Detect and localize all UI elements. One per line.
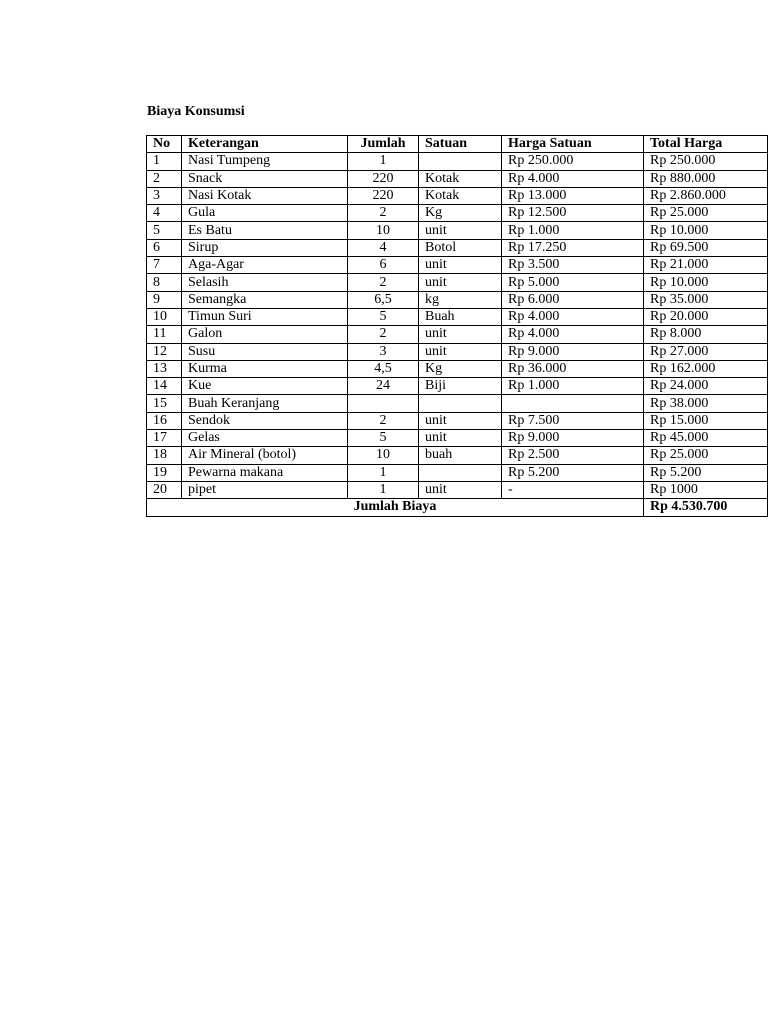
- cell-total-harga: Rp 45.000: [644, 430, 768, 447]
- cell-keterangan: Nasi Kotak: [182, 187, 348, 204]
- cell-keterangan: Buah Keranjang: [182, 395, 348, 412]
- cell-total-harga: Rp 38.000: [644, 395, 768, 412]
- table-row: [147, 343, 768, 360]
- cell-no: 11: [147, 326, 182, 343]
- cell-harga-satuan: Rp 4.000: [502, 170, 644, 187]
- cell-no: 6: [147, 239, 182, 256]
- cell-no: 8: [147, 274, 182, 291]
- cell-total-harga: Rp 250.000: [644, 153, 768, 170]
- cell-jumlah: 1: [348, 153, 419, 170]
- cell-no: 20: [147, 481, 182, 498]
- cell-harga-satuan: Rp 5.200: [502, 464, 644, 481]
- cell-harga-satuan: Rp 13.000: [502, 187, 644, 204]
- total-value: Rp 4.530.700: [644, 499, 768, 516]
- cell-harga-satuan: Rp 2.500: [502, 447, 644, 464]
- cell-satuan: Biji: [419, 378, 502, 395]
- cell-satuan: Kotak: [419, 187, 502, 204]
- cell-satuan: kg: [419, 291, 502, 308]
- cell-no: 3: [147, 187, 182, 204]
- cell-no: 15: [147, 395, 182, 412]
- cell-harga-satuan: Rp 9.000: [502, 430, 644, 447]
- table-header: [147, 136, 768, 153]
- table-footer: [147, 499, 768, 516]
- cell-keterangan: Kurma: [182, 360, 348, 377]
- table-row: [147, 222, 768, 239]
- table-row: [147, 239, 768, 256]
- cell-harga-satuan: Rp 4.000: [502, 308, 644, 325]
- table-row: [147, 205, 768, 222]
- cell-total-harga: Rp 10.000: [644, 274, 768, 291]
- cell-keterangan: Galon: [182, 326, 348, 343]
- table-row: [147, 430, 768, 447]
- table-row: [147, 378, 768, 395]
- table-row: [147, 395, 768, 412]
- cell-no: 4: [147, 205, 182, 222]
- cell-jumlah: 1: [348, 464, 419, 481]
- cell-keterangan: Gelas: [182, 430, 348, 447]
- cell-harga-satuan: [502, 395, 644, 412]
- cell-jumlah: 2: [348, 205, 419, 222]
- table-row: [147, 464, 768, 481]
- cell-harga-satuan: Rp 17.250: [502, 239, 644, 256]
- table-row: [147, 447, 768, 464]
- cell-satuan: [419, 464, 502, 481]
- cell-no: 13: [147, 360, 182, 377]
- cell-jumlah: 2: [348, 274, 419, 291]
- table-row: [147, 274, 768, 291]
- cell-keterangan: pipet: [182, 481, 348, 498]
- cell-jumlah: 4,5: [348, 360, 419, 377]
- cell-harga-satuan: Rp 7.500: [502, 412, 644, 429]
- table-row: [147, 308, 768, 325]
- cell-jumlah: 6: [348, 257, 419, 274]
- cell-no: 19: [147, 464, 182, 481]
- cell-no: 12: [147, 343, 182, 360]
- cell-total-harga: Rp 1000: [644, 481, 768, 498]
- cell-satuan: Botol: [419, 239, 502, 256]
- cell-total-harga: Rp 8.000: [644, 326, 768, 343]
- table-row: [147, 170, 768, 187]
- cell-jumlah: 24: [348, 378, 419, 395]
- cell-satuan: Kotak: [419, 170, 502, 187]
- cell-keterangan: Kue: [182, 378, 348, 395]
- cell-total-harga: Rp 27.000: [644, 343, 768, 360]
- cell-total-harga: Rp 15.000: [644, 412, 768, 429]
- cell-keterangan: Nasi Tumpeng: [182, 153, 348, 170]
- cell-keterangan: Aga-Agar: [182, 257, 348, 274]
- cell-satuan: [419, 395, 502, 412]
- table-row: [147, 187, 768, 204]
- cell-jumlah: 5: [348, 308, 419, 325]
- cell-no: 1: [147, 153, 182, 170]
- cell-total-harga: Rp 2.860.000: [644, 187, 768, 204]
- cell-satuan: unit: [419, 257, 502, 274]
- cell-total-harga: Rp 25.000: [644, 447, 768, 464]
- cell-keterangan: Pewarna makana: [182, 464, 348, 481]
- table-body: [147, 153, 768, 499]
- cell-total-harga: Rp 21.000: [644, 257, 768, 274]
- cell-satuan: unit: [419, 430, 502, 447]
- cell-harga-satuan: Rp 9.000: [502, 343, 644, 360]
- cell-satuan: buah: [419, 447, 502, 464]
- header-total-harga: Total Harga: [644, 136, 768, 153]
- cell-harga-satuan: Rp 5.000: [502, 274, 644, 291]
- cell-harga-satuan: -: [502, 481, 644, 498]
- cell-total-harga: Rp 880.000: [644, 170, 768, 187]
- cell-satuan: Buah: [419, 308, 502, 325]
- cell-jumlah: 220: [348, 170, 419, 187]
- header-jumlah: Jumlah: [348, 136, 419, 153]
- cell-jumlah: 6,5: [348, 291, 419, 308]
- cell-total-harga: Rp 10.000: [644, 222, 768, 239]
- cell-satuan: unit: [419, 412, 502, 429]
- table-row: [147, 257, 768, 274]
- cost-table: [146, 135, 768, 517]
- cell-jumlah: 4: [348, 239, 419, 256]
- cell-harga-satuan: Rp 36.000: [502, 360, 644, 377]
- cell-jumlah: 2: [348, 326, 419, 343]
- table-row: [147, 326, 768, 343]
- cell-total-harga: Rp 5.200: [644, 464, 768, 481]
- cell-total-harga: Rp 162.000: [644, 360, 768, 377]
- total-row: [147, 499, 768, 516]
- cell-total-harga: Rp 35.000: [644, 291, 768, 308]
- cell-keterangan: Susu: [182, 343, 348, 360]
- cell-total-harga: Rp 25.000: [644, 205, 768, 222]
- cell-satuan: unit: [419, 481, 502, 498]
- cell-harga-satuan: Rp 1.000: [502, 378, 644, 395]
- cell-jumlah: 10: [348, 222, 419, 239]
- header-harga-satuan: Harga Satuan: [502, 136, 644, 153]
- table-row: [147, 412, 768, 429]
- cell-harga-satuan: Rp 3.500: [502, 257, 644, 274]
- cell-jumlah: 3: [348, 343, 419, 360]
- cell-no: 9: [147, 291, 182, 308]
- cell-satuan: [419, 153, 502, 170]
- total-label: Jumlah Biaya: [147, 499, 644, 516]
- cell-no: 18: [147, 447, 182, 464]
- cell-keterangan: Gula: [182, 205, 348, 222]
- cell-keterangan: Sirup: [182, 239, 348, 256]
- cell-keterangan: Selasih: [182, 274, 348, 291]
- table-row: [147, 360, 768, 377]
- cell-no: 14: [147, 378, 182, 395]
- cell-no: 17: [147, 430, 182, 447]
- cell-satuan: unit: [419, 343, 502, 360]
- header-keterangan: Keterangan: [182, 136, 348, 153]
- cell-satuan: unit: [419, 274, 502, 291]
- cell-jumlah: 5: [348, 430, 419, 447]
- cell-no: 5: [147, 222, 182, 239]
- header-row: [147, 136, 768, 153]
- header-no: No: [147, 136, 182, 153]
- cell-satuan: unit: [419, 326, 502, 343]
- cell-harga-satuan: Rp 4.000: [502, 326, 644, 343]
- table-row: [147, 153, 768, 170]
- cell-satuan: Kg: [419, 205, 502, 222]
- cell-jumlah: 1: [348, 481, 419, 498]
- cell-harga-satuan: Rp 1.000: [502, 222, 644, 239]
- table-row: [147, 481, 768, 498]
- cell-no: 10: [147, 308, 182, 325]
- cell-keterangan: Sendok: [182, 412, 348, 429]
- cell-total-harga: Rp 24.000: [644, 378, 768, 395]
- cell-no: 16: [147, 412, 182, 429]
- table-row: [147, 291, 768, 308]
- cell-total-harga: Rp 69.500: [644, 239, 768, 256]
- cell-jumlah: 2: [348, 412, 419, 429]
- cell-satuan: unit: [419, 222, 502, 239]
- header-satuan: Satuan: [419, 136, 502, 153]
- cell-jumlah: 10: [348, 447, 419, 464]
- cell-keterangan: Semangka: [182, 291, 348, 308]
- cell-jumlah: [348, 395, 419, 412]
- cell-satuan: Kg: [419, 360, 502, 377]
- cell-harga-satuan: Rp 12.500: [502, 205, 644, 222]
- cell-harga-satuan: Rp 6.000: [502, 291, 644, 308]
- cell-keterangan: Timun Suri: [182, 308, 348, 325]
- cell-keterangan: Es Batu: [182, 222, 348, 239]
- cell-harga-satuan: Rp 250.000: [502, 153, 644, 170]
- cell-jumlah: 220: [348, 187, 419, 204]
- cell-no: 2: [147, 170, 182, 187]
- cell-total-harga: Rp 20.000: [644, 308, 768, 325]
- cell-no: 7: [147, 257, 182, 274]
- document-title: Biaya Konsumsi: [147, 104, 245, 119]
- cell-keterangan: Snack: [182, 170, 348, 187]
- cell-keterangan: Air Mineral (botol): [182, 447, 348, 464]
